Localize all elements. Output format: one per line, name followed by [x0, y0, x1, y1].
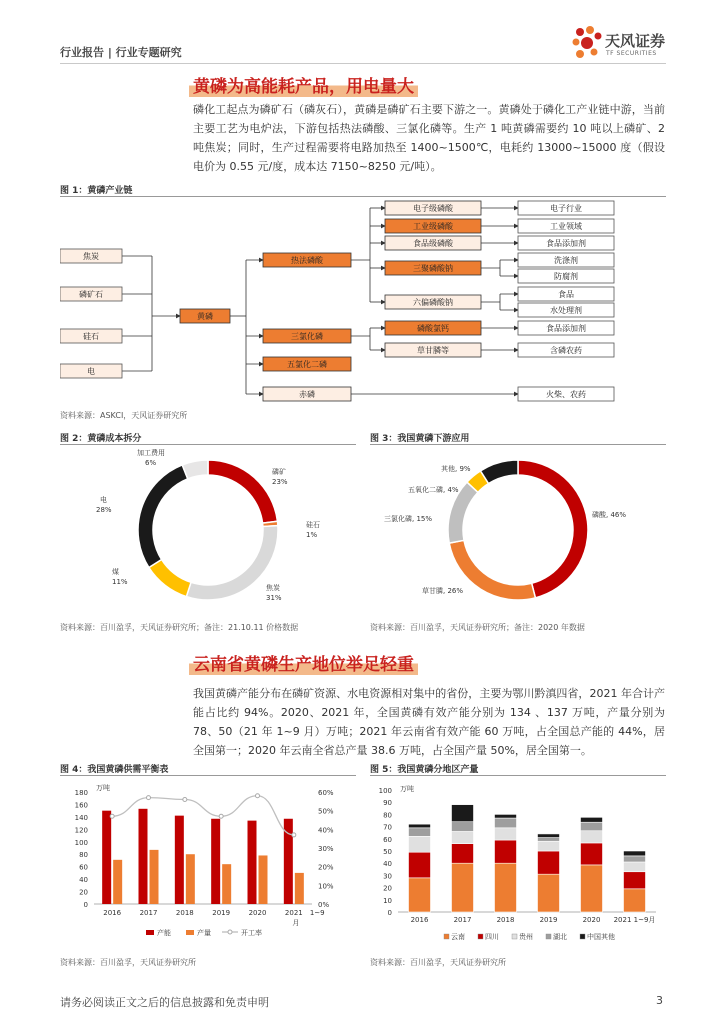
bar-capacity: [248, 821, 257, 904]
stack-2: [495, 828, 517, 840]
bar-capacity: [175, 816, 184, 904]
y-tick: 0: [387, 909, 392, 917]
bar-capacity: [139, 809, 148, 904]
cost-slice-5: [182, 460, 208, 479]
bar-capacity: [211, 819, 220, 904]
stack-4: [624, 851, 646, 856]
x-tick: 2018: [175, 909, 194, 917]
y-tick: 120: [74, 826, 88, 835]
stack-0: [495, 863, 517, 912]
legend-output: 产量: [197, 929, 211, 937]
stack-2: [538, 841, 560, 851]
bar-output: [259, 855, 268, 904]
bar-output: [113, 860, 122, 904]
stack-3: [452, 822, 474, 832]
x-tick: 2021 1~9月: [613, 916, 656, 924]
label-proc: 加工费用: [137, 449, 165, 457]
label-coal: 煤: [112, 568, 119, 576]
y-tick: 180: [74, 789, 88, 797]
input-box-2-label: 硅石: [83, 332, 99, 341]
stack-3: [495, 818, 517, 828]
level4-box-6-label: 水处理剂: [550, 306, 582, 315]
figure-5-divider: [370, 775, 666, 776]
y-tick: 140: [74, 813, 88, 822]
label-proc-value: 6%: [145, 459, 157, 467]
downstream-slice-0: [518, 460, 588, 598]
utilization-point: [256, 794, 260, 798]
label-coke-value: 31%: [266, 594, 282, 602]
downstream-slice-4: [480, 460, 518, 484]
figure-5-title: 图 5：我国黄磷分地区产量: [370, 765, 479, 775]
stack-4: [581, 817, 603, 822]
stack-3: [624, 856, 646, 862]
section-paragraph-1: 磷化工起点为磷矿石（磷灰石），黄磷是磷矿石主要下游之一。黄磷处于磷化工产业链中游，当前主要工艺为电炉法，下游包括热法磷酸、三氯化磷等。生产 1 吨黄磷需要约 10 吨以上磷矿、2 吨焦炭；同时，生产过程需要将电路加热至 1400~1500℃，电耗约 13000~15000 度（假设电价为 0.55 元/度，成本达 7150~8250 元/吨）。: [193, 103, 665, 173]
x-tick-suffix: 1~9: [309, 909, 325, 917]
stack-4: [495, 814, 517, 818]
bar-output: [295, 873, 304, 904]
label-p2o5: 五氧化二磷, 4%: [408, 486, 459, 494]
level4-box-3-label: 洗涤剂: [554, 256, 578, 265]
y-tick: 160: [74, 801, 88, 810]
bar-output: [150, 850, 159, 904]
stack-3: [538, 838, 560, 842]
legend-swatch-1: [478, 934, 483, 939]
y-tick: 40: [79, 876, 88, 885]
section-title-1: 黄磷为高能耗产品，用电量大: [189, 72, 418, 97]
regional-production-chart: [370, 778, 666, 948]
legend-label-4: 中国其他: [587, 933, 615, 941]
label-coal-value: 11%: [112, 578, 128, 586]
brand-name: 天风证券: [605, 32, 666, 50]
y-tick: 100: [378, 787, 392, 795]
brand-subtitle: TF SECURITIES: [606, 50, 657, 57]
level3-box-1-label: 工业级磷酸: [413, 222, 453, 231]
utilization-point: [110, 814, 114, 818]
stack-1: [452, 844, 474, 864]
stack-1: [409, 852, 431, 878]
y-tick: 50: [383, 848, 392, 856]
figure-3-source: 资料来源：百川盈孚，天风证券研究所；备注：2020 年数据: [370, 623, 585, 632]
y2-tick: 20%: [318, 863, 334, 872]
y-tick: 10: [383, 896, 392, 905]
legend-swatch-3: [546, 934, 551, 939]
stack-4: [409, 824, 431, 828]
level3-box-6-label: 草甘膦等: [417, 346, 449, 355]
level3-box-3-label: 三聚磷酸钠: [413, 264, 453, 273]
x-tick: 2020: [582, 916, 601, 924]
y-tick: 90: [383, 799, 392, 808]
legend-capacity: 产能: [157, 929, 171, 937]
legend-swatch-capacity: [146, 930, 154, 935]
y2-tick: 10%: [318, 882, 334, 891]
label-ore-value: 23%: [272, 478, 288, 486]
level4-box-0-label: 电子行业: [550, 204, 582, 213]
stack-0: [538, 874, 560, 912]
industry-chain-diagram: [60, 198, 666, 408]
y2-tick: 30%: [318, 845, 334, 853]
disclaimer-notice: 请务必阅读正文之后的信息披露和免责申明: [60, 996, 269, 1009]
stack-1: [581, 843, 603, 865]
header-divider: [60, 63, 666, 64]
stack-3: [581, 822, 603, 831]
level3-box-0-label: 电子级磷酸: [413, 204, 453, 213]
x-tick: 2019: [539, 916, 558, 924]
report-category: 行业报告 | 行业专题研究: [60, 46, 182, 59]
stack-3: [409, 828, 431, 837]
x-tick: 2016: [103, 909, 122, 917]
level4-box-5-label: 食品: [558, 290, 574, 299]
utilization-point: [292, 833, 296, 837]
center-box-label: 黄磷: [197, 312, 213, 321]
cost-slice-4: [138, 465, 188, 568]
y-axis-unit: 万吨: [96, 784, 110, 792]
y-tick: 60: [383, 835, 392, 844]
level3-box-2-label: 食品级磷酸: [413, 239, 453, 248]
x-tick: 2016: [410, 916, 429, 924]
legend-label-3: 湖北: [553, 933, 567, 941]
stack-0: [624, 889, 646, 912]
y-tick: 40: [383, 860, 392, 869]
legend-swatch-2: [512, 934, 517, 939]
cost-slice-2: [186, 526, 278, 600]
utilization-point: [183, 797, 187, 801]
utilization-point: [219, 814, 223, 818]
level4-box-9-label: 火柴、农药: [546, 390, 586, 399]
y-tick: 60: [79, 863, 88, 872]
stack-2: [581, 831, 603, 843]
y2-tick: 50%: [318, 807, 334, 816]
stack-1: [495, 840, 517, 863]
label-acid: 磷酸, 46%: [592, 511, 627, 519]
legend-swatch-output: [186, 930, 194, 935]
level4-box-8-label: 含磷农药: [550, 346, 582, 355]
figure-2-divider: [60, 444, 356, 445]
x-tick: 2019: [212, 909, 231, 917]
x-tick: 2020: [248, 909, 267, 917]
stack-0: [581, 865, 603, 912]
y2-tick: 0%: [318, 901, 330, 909]
figure-2-source: 资料来源：百川盈孚，天风证券研究所；备注：21.10.11 价格数据: [60, 623, 299, 632]
input-box-3-label: 电: [87, 367, 95, 376]
label-elec: 电: [100, 496, 107, 504]
cost-slice-0: [208, 460, 277, 523]
x-tick: 2021: [284, 909, 303, 917]
level3-box-5-label: 磷酸氯钙: [417, 324, 449, 333]
label-pcl3: 三氯化磷, 15%: [384, 515, 433, 523]
page-number: 3: [656, 994, 663, 1007]
level4-box-2-label: 食品添加剂: [546, 239, 586, 248]
section-paragraph-2: 我国黄磷产能分布在磷矿资源、水电资源相对集中的省份，主要为鄂川黔滇四省，2021 年合计产能占比约 94%。2020、2021 年，全国黄磷有效产能分别为 134 、137 万吨，产量分别为 78、50（21 年 1~9 月）万吨；2021 年云南省有效产能 60 万吨，占全国总产能的 44%，居全国第一；2020 年云南全省总产量 38.6 万吨，占全国产量 50%，居全国第一。: [193, 687, 665, 757]
stack-1: [624, 872, 646, 889]
cost-slice-3: [149, 559, 191, 596]
label-si-value: 1%: [306, 531, 318, 539]
stack-1: [538, 851, 560, 874]
figure-1-title: 图 1：黄磷产业链: [60, 186, 133, 196]
level2-box-0-label: 热法磷酸: [291, 256, 323, 265]
legend-swatch-0: [444, 934, 449, 939]
level3-box-4-label: 六偏磷酸钠: [413, 298, 453, 307]
input-box-1-label: 磷矿石: [79, 290, 103, 299]
level2-box-1-label: 三氯化磷: [291, 332, 323, 341]
stack-4: [538, 834, 560, 838]
legend-swatch-utilization-dot: [228, 930, 232, 934]
bar-output: [222, 864, 231, 904]
stack-0: [409, 878, 431, 912]
figure-1-divider: [60, 196, 666, 197]
stack-2: [624, 862, 646, 872]
label-gly: 草甘膦, 26%: [422, 587, 464, 595]
figure-3-title: 图 3：我国黄磷下游应用: [370, 434, 470, 444]
y-tick: 20: [383, 884, 392, 893]
legend-label-2: 贵州: [519, 933, 533, 941]
figure-5-source: 资料来源：百川盈孚，天风证券研究所: [370, 958, 506, 967]
label-elec-value: 28%: [96, 506, 112, 514]
figure-2-title: 图 2：黄磷成本拆分: [60, 434, 142, 444]
y-tick: 100: [74, 838, 88, 847]
y2-tick: 40%: [318, 826, 334, 835]
utilization-point: [147, 796, 151, 800]
bar-capacity: [102, 811, 111, 904]
y-tick: 0: [83, 901, 88, 909]
figure-4-divider: [60, 775, 356, 776]
stack-4: [452, 805, 474, 822]
figure-4-source: 资料来源：百川盈孚，天风证券研究所: [60, 958, 196, 967]
legend-utilization: 开工率: [241, 929, 262, 937]
figure-4-title: 图 4：我国黄磷供需平衡表: [60, 765, 169, 775]
cost-breakdown-donut: [60, 446, 356, 614]
label-other: 其他, 9%: [441, 465, 471, 473]
y-tick: 20: [79, 888, 88, 897]
y-tick: 70: [383, 823, 392, 832]
legend-label-0: 云南: [451, 933, 465, 941]
input-box-0-label: 焦炭: [83, 252, 99, 261]
level2-box-2-label: 五氯化二磷: [287, 360, 327, 369]
figure-3-divider: [370, 444, 666, 445]
x-tick: 2017: [453, 916, 472, 924]
section-title-2: 云南省黄磷生产地位举足轻重: [189, 650, 418, 675]
level2-box-3-label: 赤磷: [299, 390, 315, 399]
level4-box-4-label: 防腐剂: [554, 272, 578, 281]
label-coke: 焦炭: [266, 584, 280, 592]
level4-box-1-label: 工业领域: [550, 222, 582, 231]
y-tick: 30: [383, 872, 392, 881]
y-axis-unit: 万吨: [400, 785, 414, 793]
y-tick: 80: [79, 851, 88, 860]
stack-2: [409, 836, 431, 852]
x-tick: 2017: [139, 909, 158, 917]
y-tick: 80: [383, 811, 392, 820]
x-tick-month: 月: [292, 919, 300, 927]
figure-1-source: 资料来源：ASKCI，天风证券研究所: [60, 411, 188, 420]
legend-swatch-4: [580, 934, 585, 939]
bar-output: [186, 854, 195, 904]
stack-2: [452, 831, 474, 843]
level4-box-7-label: 食品添加剂: [546, 324, 586, 333]
y2-tick: 60%: [318, 789, 334, 797]
x-tick: 2018: [496, 916, 515, 924]
label-ore: 磷矿: [272, 468, 286, 476]
legend-label-1: 四川: [485, 933, 499, 941]
stack-0: [452, 863, 474, 912]
label-si: 硅石: [306, 521, 320, 529]
supply-demand-chart: [60, 778, 356, 948]
brand-logo-icon: [570, 24, 604, 62]
downstream-application-donut: [370, 446, 666, 614]
